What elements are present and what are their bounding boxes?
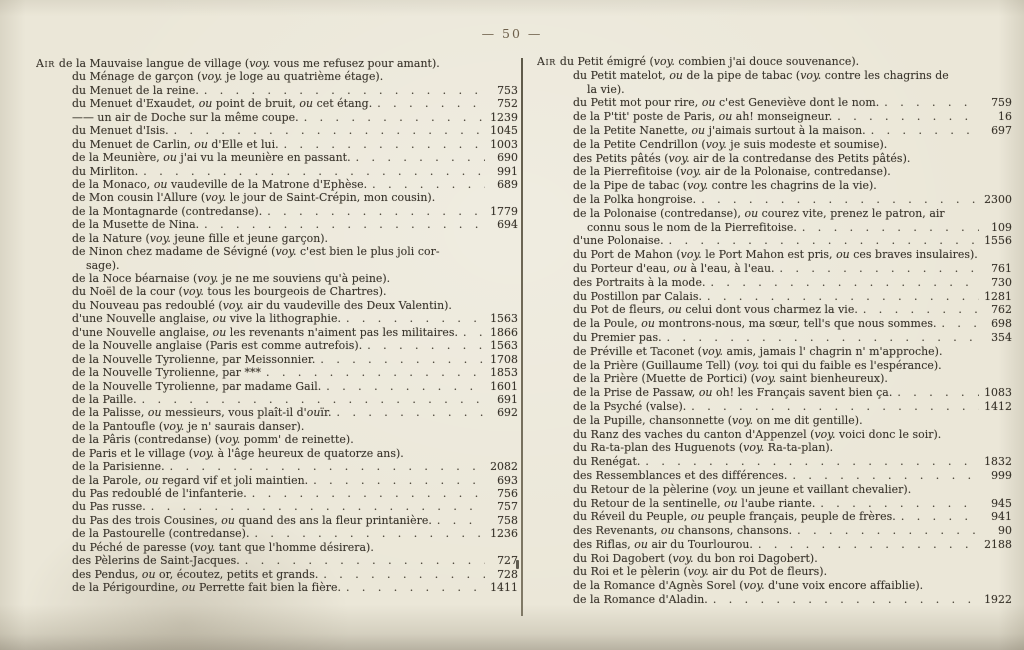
- index-entry: [36, 500, 518, 513]
- entry-text: d'une Nouvelle anglaise, ou vive la lithographie.: [72, 312, 341, 326]
- dot-leader: [252, 487, 485, 500]
- index-entry: [537, 303, 1012, 317]
- index-entry-continuation: [36, 259, 518, 272]
- entry-text: du Nouveau pas redoublé (voy. air du vaudeville des Deux Valentin).: [72, 298, 452, 312]
- entry-number: 1281: [984, 289, 1012, 303]
- index-entry: [537, 69, 1012, 83]
- index-entry: [36, 339, 518, 352]
- entry-number: 1411: [490, 581, 518, 595]
- dot-leader: [170, 460, 485, 473]
- entry-text: de la Romance d'Agnès Sorel (voy. d'une voix encore affaiblie).: [573, 579, 924, 593]
- entry-text: du Port de Mahon (voy. le Port Mahon est pris, ou ces braves insulaires).: [573, 248, 978, 262]
- index-column-left: [36, 57, 518, 595]
- dot-leader: [669, 234, 979, 248]
- entry-number: 758: [497, 513, 518, 527]
- index-entry: [36, 447, 518, 460]
- dot-leader: [780, 262, 979, 276]
- entry-number: 90: [998, 524, 1012, 538]
- index-entry: [36, 353, 518, 366]
- entry-text: de la Pupille, chansonnette (voy. on me dit gentille).: [573, 413, 863, 427]
- entry-number: 1003: [490, 137, 518, 151]
- entry-number: 2082: [490, 460, 518, 474]
- entry-text: de Paris et le village (voy. à l'âge heureux de quatorze ans).: [72, 446, 404, 460]
- entry-text: de la Nouvelle Tyrolienne, par madame Gail.: [72, 379, 322, 393]
- entry-text: de la Polonaise (contredanse), ou courez vite, prenez le patron, air: [573, 206, 945, 220]
- entry-number: 1563: [490, 339, 518, 353]
- dot-leader: [320, 353, 485, 366]
- index-entry: [36, 57, 518, 70]
- dot-leader: [267, 205, 485, 218]
- entry-number: 727: [497, 554, 518, 568]
- entry-text: du Ra-ta-plan des Huguenots (voy. Ra-ta-plan).: [573, 441, 834, 455]
- index-entry: [537, 524, 1012, 538]
- dot-leader: [707, 290, 979, 304]
- entry-text: de la Musette de Nina.: [72, 218, 200, 232]
- entry-number: 999: [991, 468, 1012, 482]
- index-entry: [36, 232, 518, 245]
- entry-text: de la Romance d'Aladin.: [573, 593, 708, 607]
- index-entry-continuation: [537, 221, 1012, 235]
- entry-number: 762: [991, 303, 1012, 317]
- dot-leader: [372, 178, 485, 191]
- index-entry: [537, 497, 1012, 511]
- index-entry: [537, 124, 1012, 138]
- entry-number: 1922: [984, 593, 1012, 607]
- entry-text: de la Pâris (contredanse) (voy. pomm' de reinette).: [72, 433, 354, 447]
- entry-text: de la Petite Cendrillon (voy. je suis modeste et soumise).: [573, 137, 888, 151]
- dot-leader: [346, 312, 485, 325]
- index-entry: [537, 152, 1012, 166]
- dot-leader: [941, 317, 979, 331]
- index-entry: [36, 312, 518, 325]
- index-entry: [36, 70, 518, 83]
- index-entry: [36, 245, 518, 258]
- index-entry: [537, 110, 1012, 124]
- dot-leader: [313, 474, 485, 487]
- index-entry: [36, 285, 518, 298]
- index-entry: [36, 568, 518, 581]
- entry-text: de la Palisse, ou messieurs, vous plaît-il d'ouïr.: [72, 406, 332, 420]
- entry-number: 728: [497, 567, 518, 581]
- index-entry: [36, 97, 518, 110]
- entry-number: 1412: [984, 399, 1012, 413]
- index-entry: [36, 433, 518, 446]
- dot-leader: [437, 514, 485, 527]
- entry-number: 1601: [490, 379, 518, 393]
- entry-text: la vie).: [587, 82, 625, 96]
- index-entry: [36, 84, 518, 97]
- dot-leader: [266, 366, 485, 379]
- entry-number: 691: [497, 392, 518, 406]
- dot-leader: [367, 339, 485, 352]
- entry-text: de la Nouvelle Tyrolienne, par ***: [72, 366, 262, 380]
- index-entry: [537, 579, 1012, 593]
- entry-text: de la Prière (Muette de Portici) (voy. saint bienheureux).: [573, 372, 888, 386]
- dot-leader: [245, 554, 485, 567]
- entry-text: des Pendus, ou or, écoutez, petits et grands.: [72, 567, 319, 581]
- entry-text: de la Montagnarde (contredanse).: [72, 204, 263, 218]
- index-entry: [36, 581, 518, 594]
- index-entry: [36, 514, 518, 527]
- entry-number: 991: [497, 164, 518, 178]
- index-entry: [537, 552, 1012, 566]
- entry-text: de la Poule, ou montrons-nous, ma sœur, tell's que nous sommes.: [573, 317, 937, 331]
- entry-text: de la Parisienne.: [72, 460, 165, 474]
- entry-number: 690: [497, 151, 518, 165]
- index-column-right: [537, 55, 1012, 607]
- entry-text: de la Périgourdine, ou Perrette fait bien la fière.: [72, 581, 341, 595]
- index-entry: [537, 55, 1012, 69]
- dot-leader: [346, 581, 485, 594]
- entry-number: 1236: [490, 527, 518, 541]
- index-entry: [36, 474, 518, 487]
- entry-number: 941: [991, 510, 1012, 524]
- index-entry: [537, 510, 1012, 524]
- index-entry: [537, 207, 1012, 221]
- entry-number: 16: [998, 110, 1012, 124]
- entry-text: du Pas des trois Cousines, ou quand des ans la fleur printanière.: [72, 513, 432, 527]
- index-entry: [537, 138, 1012, 152]
- entry-number: 759: [991, 96, 1012, 110]
- entry-text: des Ressemblances et des différences.: [573, 468, 788, 482]
- dot-leader: [901, 510, 979, 524]
- index-entry: [537, 386, 1012, 400]
- entry-text: de Préville et Taconet (voy. amis, jamais l' chagrin n' m'approche).: [573, 344, 943, 358]
- entry-text: de la Pantoufle (voy. je n' saurais danser).: [72, 419, 305, 433]
- dot-leader: [377, 97, 485, 110]
- entry-text: du Réveil du Peuple, ou peuple français, peuple de frères.: [573, 510, 896, 524]
- entry-number: 693: [497, 473, 518, 487]
- entry-number: 689: [497, 177, 518, 191]
- entry-number: 756: [497, 487, 518, 500]
- entry-text: de Ninon chez madame de Sévigné (voy. c'est bien le plus joli cor-: [72, 245, 440, 259]
- entry-text: de la Monaco, ou vaudeville de la Matrone d'Ephèse.: [72, 177, 368, 191]
- entry-text: de la Paille.: [72, 392, 137, 406]
- dot-leader: [710, 276, 979, 290]
- index-entry: [537, 276, 1012, 290]
- index-entry: [537, 317, 1012, 331]
- dot-leader: [356, 151, 485, 164]
- index-entry: [537, 193, 1012, 207]
- entry-text: des Pèlerins de Saint-Jacques.: [72, 554, 240, 568]
- entry-text: du Roi Dagobert (voy. du bon roi Dagobert).: [573, 551, 818, 565]
- entry-text: de la P'tit' poste de Paris, ou ah! monseigneur.: [573, 110, 833, 124]
- entry-number: 1083: [984, 386, 1012, 400]
- dot-leader: [284, 138, 485, 151]
- index-entry: [36, 393, 518, 406]
- index-entry: [36, 151, 518, 164]
- entry-text: de la Pastourelle (contredanse).: [72, 527, 250, 541]
- entry-text: de Mon cousin l'Allure (voy. le jour de Saint-Crépin, mon cousin).: [72, 191, 436, 205]
- entry-number: 1556: [984, 234, 1012, 248]
- entry-text: du Retour de la pèlerine (voy. un jeune et vaillant chevalier).: [573, 482, 912, 496]
- entry-text: d'une Nouvelle anglaise, ou les revenants n'aiment pas les militaires.: [72, 325, 459, 339]
- entry-text: d'une Polonaise.: [573, 234, 664, 248]
- entry-text: du Menuet de Carlin, ou d'Elle et lui.: [72, 137, 279, 151]
- dot-leader: [337, 406, 485, 419]
- entry-text: du Ménage de garçon (voy. je loge au quatrième étage).: [72, 70, 384, 84]
- entry-number: 109: [991, 220, 1012, 234]
- index-entry: [36, 460, 518, 473]
- index-entry: [537, 414, 1012, 428]
- dot-leader: [326, 380, 485, 393]
- index-entry: [36, 165, 518, 178]
- index-entry: [537, 455, 1012, 469]
- entry-text: du Pas redoublé de l'infanterie.: [72, 487, 247, 500]
- entry-number: 694: [497, 218, 518, 232]
- dot-leader: [758, 538, 979, 552]
- index-entry: [537, 165, 1012, 179]
- entry-number: 753: [497, 83, 518, 97]
- index-entry: [537, 593, 1012, 607]
- entry-text: de la Psyché (valse).: [573, 399, 687, 413]
- entry-text: de la Polka hongroise.: [573, 192, 697, 206]
- index-entry: [537, 565, 1012, 579]
- index-entry-continuation: [537, 83, 1012, 97]
- entry-number: 1866: [490, 325, 518, 339]
- index-entry: [537, 234, 1012, 248]
- dot-leader: [174, 124, 485, 137]
- entry-number: 692: [497, 406, 518, 420]
- dot-leader: [863, 303, 979, 317]
- air-label: Air: [36, 57, 59, 70]
- entry-text: de la Meunière, ou j'ai vu la meunière en passant.: [72, 151, 351, 165]
- dot-leader: [820, 497, 979, 511]
- index-entry: [36, 554, 518, 567]
- index-entry: [36, 272, 518, 285]
- entry-number: 1239: [490, 110, 518, 124]
- entry-text: des Riflas, ou air du Tourlourou.: [573, 537, 753, 551]
- entry-text: de la Nouvelle Tyrolienne, par Meissonnier.: [72, 352, 316, 366]
- dot-leader: [691, 400, 979, 414]
- entry-number: 752: [497, 97, 518, 111]
- index-entry: [537, 400, 1012, 414]
- index-entry: [537, 441, 1012, 455]
- index-entry: [36, 138, 518, 151]
- entry-text: du Mirliton.: [72, 164, 139, 178]
- dot-leader: [151, 500, 485, 513]
- dot-leader: [701, 193, 979, 207]
- entry-text: du Porteur d'eau, ou à l'eau, à l'eau.: [573, 261, 775, 275]
- index-entry: [36, 527, 518, 540]
- entry-number: 697: [991, 123, 1012, 137]
- entry-text: du Pas russe.: [72, 500, 146, 514]
- index-entry: [36, 326, 518, 339]
- dot-leader: [204, 218, 485, 231]
- dot-leader: [645, 455, 979, 469]
- entry-text: du Petit émigré (voy. combien j'ai douce souvenance).: [559, 55, 860, 68]
- dot-leader: [143, 165, 485, 178]
- entry-text: du Petit matelot, ou de la pipe de tabac (voy. contre les chagrins de: [573, 68, 949, 82]
- dot-leader: [897, 386, 979, 400]
- entry-number: 1708: [490, 352, 518, 366]
- entry-text: de la Noce béarnaise (voy. je ne me souviens qu'à peine).: [72, 272, 391, 285]
- entry-text: de la Petite Nanette, ou j'aimais surtout à la maison.: [573, 123, 866, 137]
- entry-text: de la Mauvaise langue de village (voy. vous me refusez pour amant).: [58, 57, 440, 70]
- entry-text: du Ranz des vaches du canton d'Appenzel (voy. voici donc le soir).: [573, 427, 942, 441]
- air-label: Air: [537, 55, 560, 68]
- index-entry: [537, 290, 1012, 304]
- entry-text: de la Prise de Passaw, ou oh! les Français savent bien ça.: [573, 386, 893, 400]
- entry-number: 730: [991, 275, 1012, 289]
- entry-text: de la Prière (Guillaume Tell) (voy. toi qui du faible es l'espérance).: [573, 358, 942, 372]
- index-entry: [537, 248, 1012, 262]
- index-entry: [36, 406, 518, 419]
- index-entry: [36, 178, 518, 191]
- index-entry: [537, 345, 1012, 359]
- index-entry: [537, 331, 1012, 345]
- index-entry: [537, 372, 1012, 386]
- entry-number: 1832: [984, 455, 1012, 469]
- column-divider: [521, 58, 523, 616]
- entry-number: 1563: [490, 312, 518, 326]
- entry-text: du Menuet d'Isis.: [72, 124, 169, 138]
- index-entry: [36, 218, 518, 231]
- entry-text: sage).: [86, 258, 120, 272]
- dot-leader: [304, 111, 485, 124]
- entry-text: du Pot de fleurs, ou celui dont vous charmez la vie.: [573, 303, 858, 317]
- entry-text: du Premier pas.: [573, 330, 662, 344]
- entry-number: 761: [991, 261, 1012, 275]
- index-entry: [36, 366, 518, 379]
- index-entry: [537, 428, 1012, 442]
- entry-text: du Menuet de la reine.: [72, 83, 199, 97]
- index-entry: [537, 96, 1012, 110]
- entry-number: 2300: [984, 192, 1012, 206]
- dot-leader: [797, 524, 979, 538]
- entry-number: 1779: [490, 204, 518, 218]
- page-number: — 50 —: [481, 26, 543, 41]
- entry-text: —— un air de Doche sur la même coupe.: [72, 110, 299, 124]
- dot-leader: [837, 110, 979, 124]
- entry-text: des Portraits à la mode.: [573, 275, 706, 289]
- entry-number: 1853: [490, 366, 518, 380]
- dot-leader: [463, 326, 485, 339]
- dot-leader: [884, 96, 979, 110]
- index-entry: [537, 179, 1012, 193]
- index-entry: [36, 299, 518, 312]
- entry-text: de la Nouvelle anglaise (Paris est comme autrefois).: [72, 339, 363, 353]
- entry-text: de la Pierrefitoise (voy. air de la Polonaise, contredanse).: [573, 165, 891, 179]
- entry-text: des Revenants, ou chansons, chansons.: [573, 524, 793, 538]
- dot-leader: [142, 393, 485, 406]
- entry-number: 757: [497, 500, 518, 514]
- dot-leader: [802, 221, 979, 235]
- entry-text: de la Parole, ou regard vif et joli maintien.: [72, 473, 309, 487]
- dot-leader: [254, 527, 485, 540]
- index-entry: [36, 541, 518, 554]
- index-entry: [537, 469, 1012, 483]
- index-entry: [537, 483, 1012, 497]
- index-entry: [36, 191, 518, 204]
- entry-text: du Roi et le pèlerin (voy. air du Pot de fleurs).: [573, 565, 828, 579]
- entry-text: connu sous le nom de la Pierrefitoise.: [587, 220, 797, 234]
- index-entry: [537, 359, 1012, 373]
- index-entry: [537, 538, 1012, 552]
- entry-text: des Petits pâtés (voy. air de la contredanse des Petits pâtés).: [573, 151, 911, 165]
- entry-text: du Renégat.: [573, 455, 641, 469]
- index-entry: [36, 487, 518, 500]
- entry-text: du Retour de la sentinelle, ou l'aube riante.: [573, 496, 816, 510]
- entry-number: 2188: [984, 537, 1012, 551]
- entry-text: du Noël de la cour (voy. tous les bourgeois de Chartres).: [72, 285, 387, 299]
- entry-text: de la Pipe de tabac (voy. contre les chagrins de la vie).: [573, 179, 877, 193]
- entry-text: du Petit mot pour rire, ou c'est Geneviève dont le nom.: [573, 96, 880, 110]
- index-entry: [36, 380, 518, 393]
- entry-text: de la Nature (voy. jeune fille et jeune garçon).: [72, 231, 329, 245]
- entry-text: du Menuet d'Exaudet, ou point de bruit, ou cet étang.: [72, 97, 373, 111]
- index-entry: [36, 111, 518, 124]
- index-entry: [36, 205, 518, 218]
- dot-leader: [792, 469, 979, 483]
- dot-leader: [871, 124, 979, 138]
- entry-number: 698: [991, 317, 1012, 331]
- dot-leader: [667, 331, 979, 345]
- entry-text: du Péché de paresse (voy. tant que l'homme désirera).: [72, 540, 374, 554]
- dot-leader: [204, 84, 485, 97]
- dot-leader: [323, 568, 485, 581]
- dot-leader: [713, 593, 979, 607]
- entry-number: 354: [991, 330, 1012, 344]
- index-entry: [36, 420, 518, 433]
- entry-number: 945: [991, 496, 1012, 510]
- entry-number: 1045: [490, 124, 518, 138]
- index-entry: [537, 262, 1012, 276]
- entry-text: du Postillon par Calais.: [573, 289, 703, 303]
- index-entry: [36, 124, 518, 137]
